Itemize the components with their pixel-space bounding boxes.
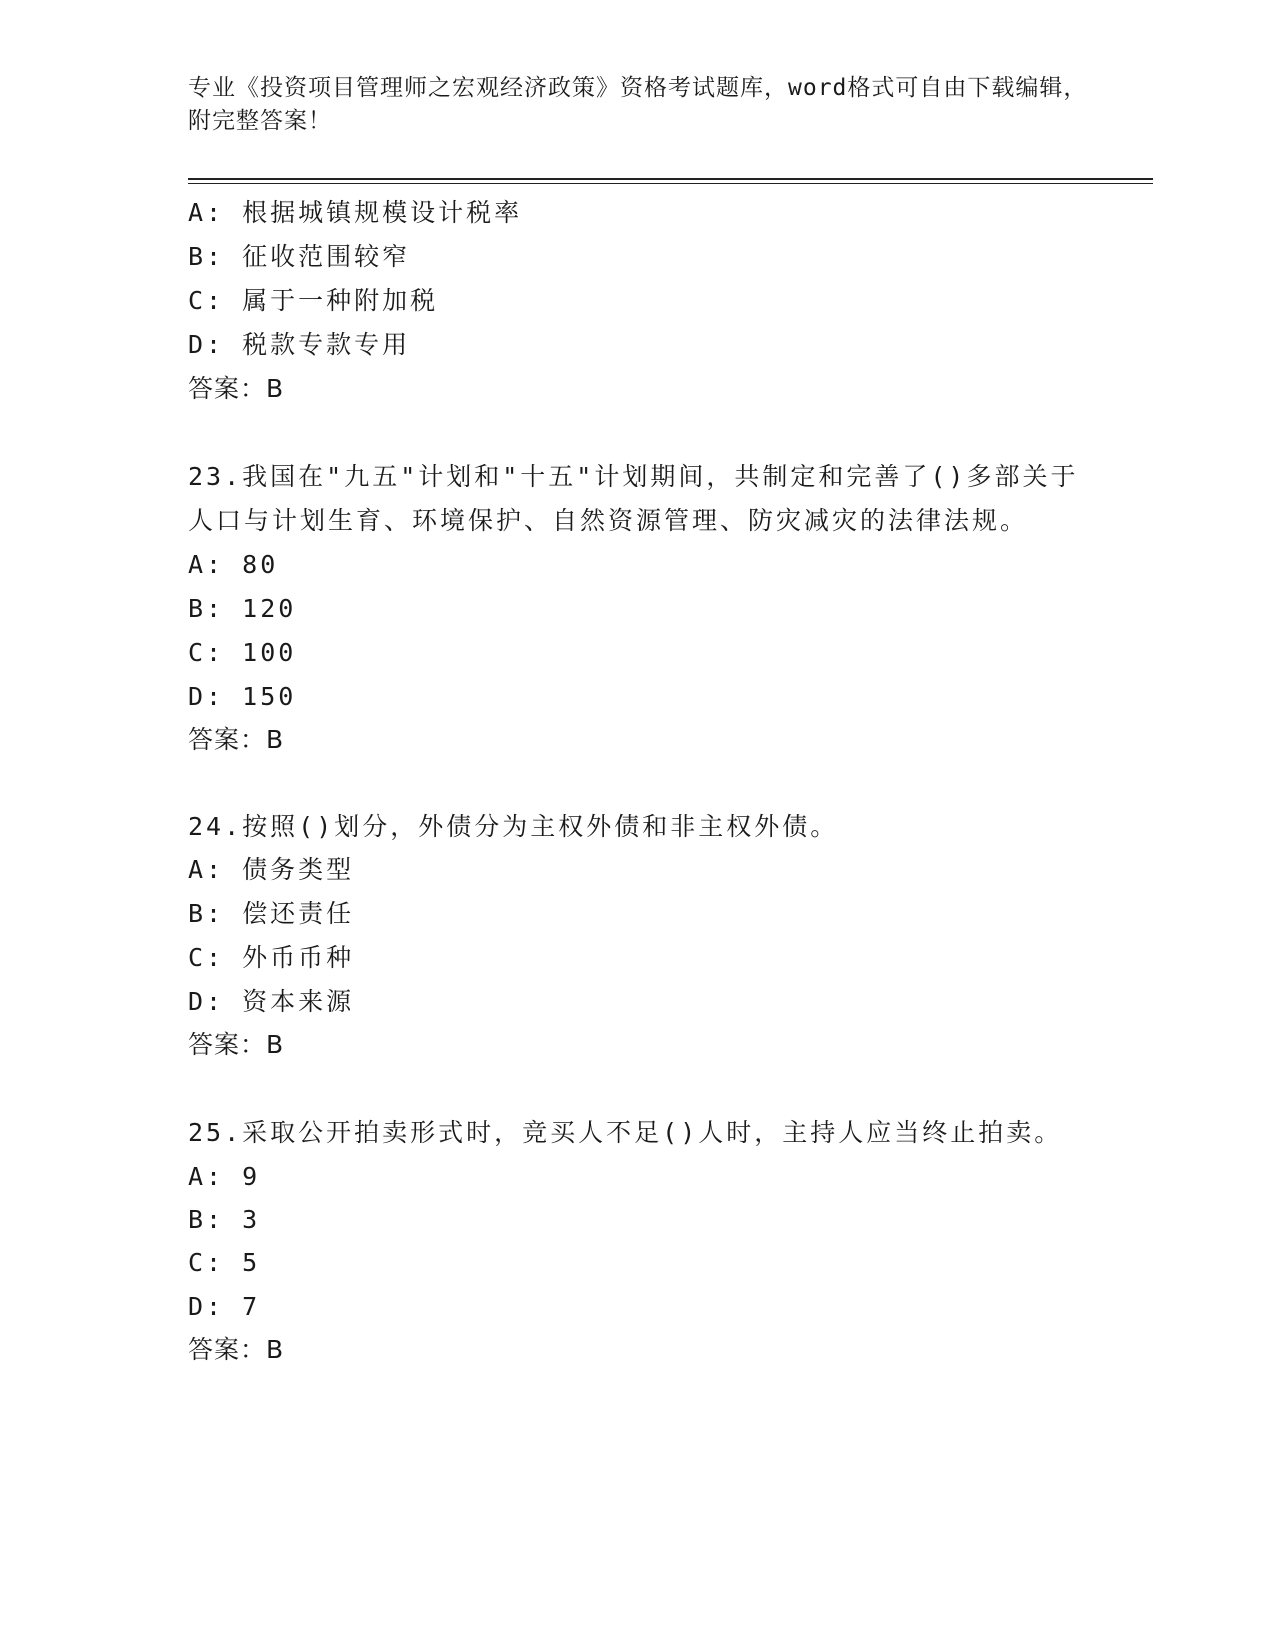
q24-option-d: D: 资本来源 <box>188 987 355 1016</box>
q22-option-d: D: 税款专款专用 <box>188 330 411 359</box>
q25-option-c: C: 5 <box>188 1248 261 1277</box>
q24-stem-line1: 24.按照()划分，外债分为主权外债和非主权外债。 <box>188 812 839 841</box>
q22-answer: 答案：B <box>188 374 285 403</box>
q23-answer: 答案：B <box>188 725 285 754</box>
q22-option-c: C: 属于一种附加税 <box>188 286 439 315</box>
q23-option-d: D: 150 <box>188 682 297 711</box>
q25-stem-line1: 25.采取公开拍卖形式时，竞买人不足()人时，主持人应当终止拍卖。 <box>188 1118 1063 1147</box>
q23-option-c: C: 100 <box>188 638 297 667</box>
q24-option-a: A: 债务类型 <box>188 855 355 884</box>
q22-option-a: A: 根据城镇规模设计税率 <box>188 198 523 227</box>
q25-answer: 答案：B <box>188 1335 285 1364</box>
q25-option-b: B: 3 <box>188 1205 261 1234</box>
document-header: 专业《投资项目管理师之宏观经济政策》资格考试题库，word格式可自由下载编辑，附完整答案！ <box>188 75 1088 134</box>
q25-option-a: A: 9 <box>188 1162 261 1191</box>
q24-option-c: C: 外币币种 <box>188 943 355 972</box>
q23-option-a: A: 80 <box>188 550 279 579</box>
q25-option-d: D: 7 <box>188 1292 261 1321</box>
q23-stem-line2: 人口与计划生育、环境保护、自然资源管理、防灾减灾的法律法规。 <box>188 506 1029 535</box>
header-divider-thin <box>188 183 1153 184</box>
q23-stem-line1: 23.我国在"九五"计划和"十五"计划期间，共制定和完善了()多部关于 <box>188 462 1079 491</box>
q23-option-b: B: 120 <box>188 594 297 623</box>
header-divider <box>188 178 1153 180</box>
q24-option-b: B: 偿还责任 <box>188 899 355 928</box>
q24-answer: 答案：B <box>188 1030 285 1059</box>
q22-option-b: B: 征收范围较窄 <box>188 242 411 271</box>
